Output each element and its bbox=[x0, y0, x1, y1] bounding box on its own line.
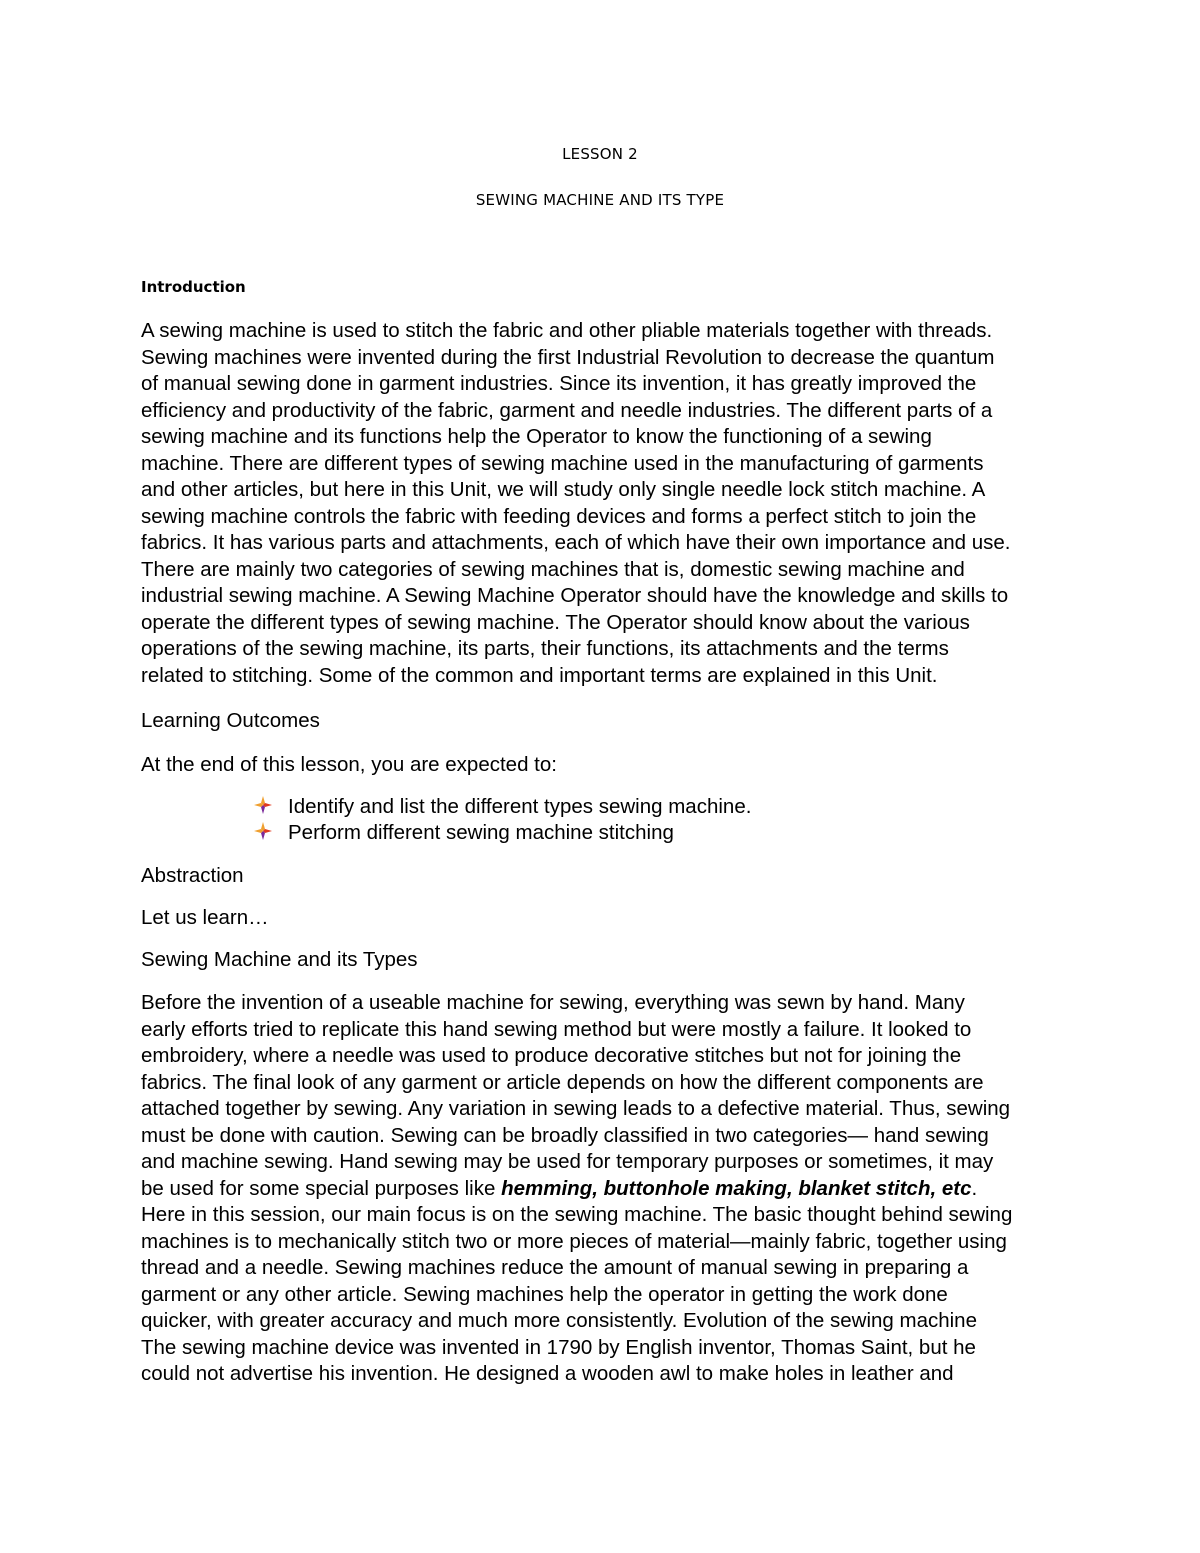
emphasis-prefix: be used for some special purposes like bbox=[141, 1176, 502, 1200]
lesson-subtitle: SEWING MACHINE AND ITS TYPE bbox=[475, 191, 725, 209]
learning-outcome-item: Perform different sewing machine stitching bbox=[288, 821, 674, 844]
paragraph-line: The sewing machine device was invented in 1790 by English inventor, Thomas Saint, but he bbox=[141, 1335, 976, 1359]
paragraph-line: machines is to mechanically stitch two or more pieces of material—mainly fabric, together using bbox=[141, 1229, 1007, 1253]
paragraph-line: related to stitching. Some of the common and important terms are explained in this Unit. bbox=[141, 663, 938, 687]
paragraph-line: early efforts tried to replicate this hand sewing method but were mostly a failure. It looked to bbox=[141, 1017, 972, 1041]
paragraph-line: A sewing machine is used to stitch the fabric and other pliable materials together with threads. bbox=[141, 319, 993, 342]
paragraph-line: industrial sewing machine. A Sewing Machine Operator should have the knowledge and skills to bbox=[141, 584, 1009, 607]
paragraph-line: garment or any other article. Sewing machines help the operator in getting the work done bbox=[141, 1282, 948, 1306]
paragraph-line: must be done with caution. Sewing can be broadly classified in two categories— hand sewing bbox=[141, 1123, 989, 1147]
paragraph-line: Sewing machines were invented during the first Industrial Revolution to decrease the quantum bbox=[141, 345, 995, 369]
paragraph-line: Here in this session, our main focus is on the sewing machine. The basic thought behind sewing bbox=[141, 1203, 1013, 1226]
emphasis-suffix: . bbox=[971, 1176, 978, 1200]
paragraph-line: fabrics. It has various parts and attachments, each of which have their own importance and use. bbox=[141, 531, 1011, 554]
paragraph-line: thread and a needle. Sewing machines reduce the amount of manual sewing in preparing a bbox=[141, 1256, 969, 1279]
paragraph-line: attached together by sewing. Any variation in sewing leads to a defective material. Thus, sewing bbox=[141, 1097, 1011, 1120]
paragraph-line: embroidery, where a needle was used to produce decorative stitches but not for joining the bbox=[141, 1044, 962, 1067]
abstraction-lead: Let us learn… bbox=[141, 906, 269, 929]
paragraph-line-emphasis bbox=[141, 1176, 977, 1203]
paragraph-line: operate the different types of sewing machine. The Operator should know about the various bbox=[141, 610, 970, 634]
emphasis-text: hemming, buttonhole making, blanket stitch, etc bbox=[501, 1176, 972, 1200]
paragraph-line: quicker, with greater accuracy and much more consistently. Evolution of the sewing machine bbox=[141, 1309, 977, 1332]
paragraph-line: operations of the sewing machine, its parts, their functions, its attachments and the terms bbox=[141, 637, 949, 660]
paragraph-line: and other articles, but here in this Unit, we will study only single needle lock stitch machine. A bbox=[141, 478, 986, 501]
learning-outcomes-heading: Learning Outcomes bbox=[141, 709, 320, 732]
paragraph-line: of manual sewing done in garment industries. Since its invention, it has greatly improved the bbox=[141, 372, 977, 395]
learning-outcome-item: Identify and list the different types sewing machine. bbox=[288, 795, 752, 818]
paragraph-line: sewing machine controls the fabric with feeding devices and forms a perfect stitch to join the bbox=[141, 504, 977, 528]
paragraph-line: fabrics. The final look of any garment or article depends on how the different components are bbox=[141, 1070, 984, 1094]
paragraph-line: and machine sewing. Hand sewing may be used for temporary purposes or sometimes, it may bbox=[141, 1150, 994, 1173]
learning-outcomes-lead: At the end of this lesson, you are expected to: bbox=[141, 753, 557, 776]
four-point-star-bullet-icon bbox=[254, 821, 272, 839]
paragraph-line: There are mainly two categories of sewing machines that is, domestic sewing machine and bbox=[141, 557, 965, 581]
paragraph-line: could not advertise his invention. He designed a wooden awl to make holes in leather and bbox=[141, 1362, 954, 1385]
section-title: Sewing Machine and its Types bbox=[141, 948, 418, 971]
paragraph-line: Before the invention of a useable machine for sewing, everything was sewn by hand. Many bbox=[141, 991, 965, 1014]
paragraph-line: machine. There are different types of sewing machine used in the manufacturing of garments bbox=[141, 451, 984, 475]
paragraph-line: efficiency and productivity of the fabric, garment and needle industries. The different parts of a bbox=[141, 398, 993, 422]
lesson-title: LESSON 2 bbox=[562, 145, 638, 163]
abstraction-heading: Abstraction bbox=[141, 864, 244, 887]
paragraph-line: sewing machine and its functions help the Operator to know the functioning of a sewing bbox=[141, 425, 932, 448]
introduction-heading: Introduction bbox=[141, 278, 246, 296]
four-point-star-bullet-icon bbox=[254, 795, 272, 813]
